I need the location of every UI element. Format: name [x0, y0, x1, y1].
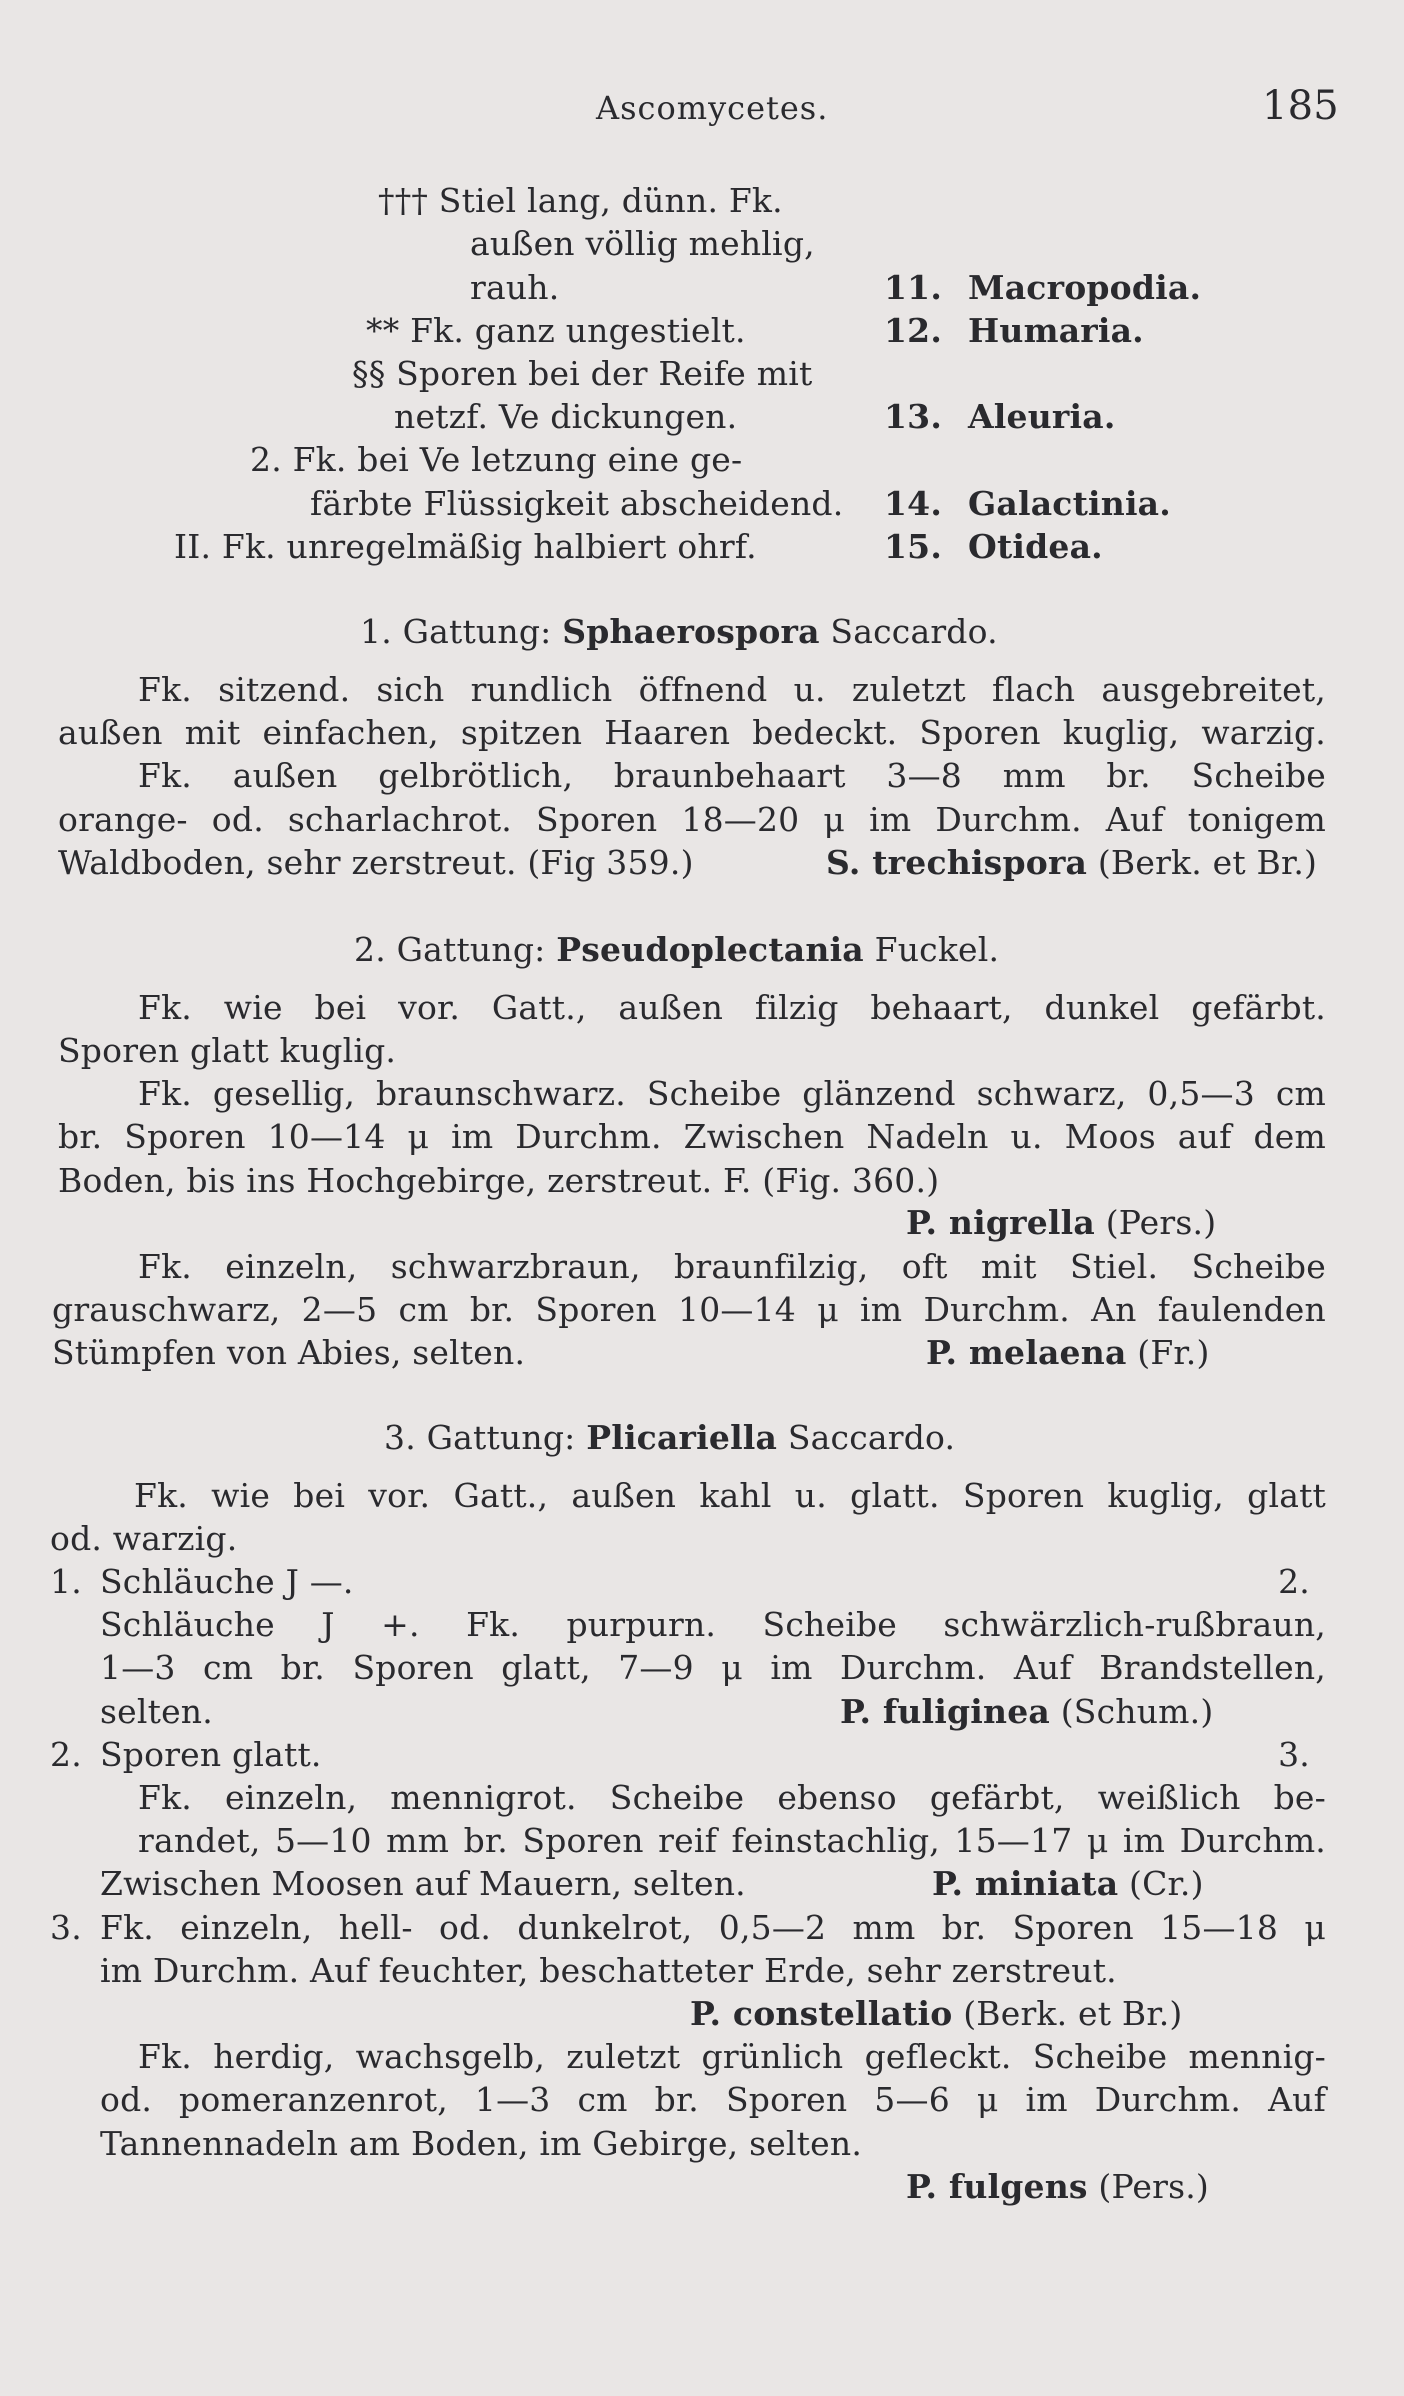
species-line [690, 1994, 1182, 2034]
species-author: (Berk. et Br.) [1097, 843, 1318, 882]
genus-author: Saccardo. [830, 612, 998, 651]
text-line: grauschwarz, 2—5 cm br. Sporen 10—14 μ im Durchm. An faulenden [52, 1290, 1326, 1329]
genus-prefix: 1. Gattung: [360, 612, 552, 651]
species-author: (Fr.) [1137, 1333, 1210, 1372]
genus-name: Sphaerospora [562, 612, 820, 651]
species-name: S. trechispora [826, 843, 1088, 882]
genus-name: Pseudoplectania [556, 930, 864, 969]
genus-author: Fuckel. [874, 930, 1000, 969]
key-line: außen völlig mehlig, [470, 224, 815, 263]
key-line: ** Fk. ganz ungestielt. [366, 311, 746, 350]
key-item-number: 1. [50, 1562, 82, 1601]
key-item-ref: 3. [1278, 1735, 1310, 1774]
text-line: Sporen glatt kuglig. [58, 1031, 397, 1070]
text-line: Boden, bis ins Hochgebirge, zerstreut. F. (Fig. 360.) [58, 1161, 940, 1200]
key-line: §§ Sporen bei der Reife mit [352, 354, 813, 393]
text-line: Fk. außen gelbrötlich, braunbehaart 3—8 mm br. Scheibe [138, 756, 1326, 795]
species-line [926, 1333, 1210, 1373]
key-genus: Humaria. [968, 311, 1144, 350]
key-line: rauh. [470, 268, 560, 307]
key-item-text: Schläuche J —. [100, 1562, 354, 1601]
text-line: selten. [100, 1692, 213, 1731]
genus-name: Plicariella [586, 1418, 778, 1457]
key-genus: Galactinia. [968, 484, 1171, 523]
key-item-number: 2. [50, 1735, 82, 1774]
species-author: (Pers.) [1105, 1203, 1217, 1242]
species-author: (Berk. et Br.) [963, 1994, 1183, 2033]
key-line: 2. Fk. bei Ve letzung eine ge- [250, 440, 743, 479]
species-name: P. constellatio [690, 1994, 953, 2033]
species-line [906, 1203, 1216, 1243]
text-line: Fk. wie bei vor. Gatt., außen filzig behaart, dunkel gefärbt. [138, 988, 1326, 1027]
genus-heading [360, 612, 998, 652]
genus-prefix: 3. Gattung: [384, 1418, 576, 1457]
key-number: 13. [884, 397, 943, 436]
key-line: II. Fk. unregelmäßig halbiert ohrf. [174, 527, 757, 566]
species-author: (Pers.) [1098, 2167, 1210, 2206]
text-line: Waldboden, sehr zerstreut. (Fig 359.) [58, 843, 694, 882]
text-line: od. warzig. [50, 1519, 238, 1558]
text-line: Schläuche J +. Fk. purpurn. Scheibe schwärzlich-rußbraun, [100, 1605, 1326, 1644]
text-line: Fk. sitzend. sich rundlich öffnend u. zuletzt flach ausgebreitet, [138, 670, 1326, 709]
genus-prefix: 2. Gattung: [354, 930, 546, 969]
species-line [840, 1692, 1213, 1732]
text-line: Fk. einzeln, schwarzbraun, braunfilzig, oft mit Stiel. Scheibe [138, 1247, 1326, 1286]
key-item-text: Sporen glatt. [100, 1735, 322, 1774]
key-number: 14. [884, 484, 943, 523]
species-author: (Cr.) [1129, 1864, 1204, 1903]
running-title: Ascomycetes. [596, 89, 829, 127]
species-line [932, 1864, 1204, 1904]
key-number: 11. [884, 268, 943, 307]
key-line: färbte Flüssigkeit abscheidend. [310, 484, 844, 523]
species-name: P. fulgens [906, 2167, 1088, 2206]
genus-author: Saccardo. [787, 1418, 956, 1457]
key-item-number: 3. [50, 1908, 82, 1947]
key-genus: Aleuria. [968, 397, 1116, 436]
text-line: Fk. einzeln, mennigrot. Scheibe ebenso gefärbt, weißlich be- [138, 1778, 1326, 1817]
species-name: P. nigrella [906, 1203, 1095, 1242]
text-line: randet, 5—10 mm br. Sporen reif feinstachlig, 15—17 μ im Durchm. [138, 1821, 1326, 1860]
text-line: Stümpfen von Abies, selten. [52, 1333, 526, 1372]
text-line: Fk. herdig, wachsgelb, zuletzt grünlich gefleckt. Scheibe mennig- [138, 2037, 1326, 2076]
text-line: Fk. gesellig, braunschwarz. Scheibe glänzend schwarz, 0,5—3 cm [138, 1074, 1326, 1113]
key-line: netzf. Ve dickungen. [394, 397, 738, 436]
species-name: P. melaena [926, 1333, 1127, 1372]
text-line: od. pomeranzenrot, 1—3 cm br. Sporen 5—6 μ im Durchm. Auf [100, 2080, 1326, 2119]
text-line: Fk. einzeln, hell- od. dunkelrot, 0,5—2 mm br. Sporen 15—18 μ [100, 1908, 1326, 1947]
key-item-ref: 2. [1278, 1562, 1310, 1601]
species-line [826, 843, 1317, 883]
key-genus: Macropodia. [968, 268, 1202, 307]
text-line: orange- od. scharlachrot. Sporen 18—20 μ im Durchm. Auf tonigem [58, 800, 1326, 839]
genus-heading [354, 930, 999, 970]
page-number: 185 [1262, 83, 1339, 129]
text-line: br. Sporen 10—14 μ im Durchm. Zwischen Nadeln u. Moos auf dem [58, 1117, 1326, 1156]
text-line: außen mit einfachen, spitzen Haaren bedeckt. Sporen kuglig, warzig. [58, 713, 1326, 752]
text-line: Zwischen Moosen auf Mauern, selten. [100, 1864, 746, 1903]
text-line: Tannennadeln am Boden, im Gebirge, selten. [100, 2124, 863, 2163]
key-number: 15. [884, 527, 943, 566]
key-number: 12. [884, 311, 943, 350]
species-name: P. fuliginea [840, 1692, 1050, 1731]
species-name: P. miniata [932, 1864, 1119, 1903]
genus-heading [384, 1418, 955, 1458]
text-line: im Durchm. Auf feuchter, beschatteter Erde, sehr zerstreut. [100, 1951, 1117, 1990]
key-line: ††† Stiel lang, dünn. Fk. [378, 181, 783, 220]
key-genus: Otidea. [968, 527, 1103, 566]
species-line [906, 2167, 1209, 2207]
species-author: (Schum.) [1060, 1692, 1214, 1731]
text-line: Fk. wie bei vor. Gatt., außen kahl u. glatt. Sporen kuglig, glatt [134, 1476, 1326, 1515]
text-line: 1—3 cm br. Sporen glatt, 7—9 μ im Durchm. Auf Brandstellen, [100, 1648, 1326, 1687]
